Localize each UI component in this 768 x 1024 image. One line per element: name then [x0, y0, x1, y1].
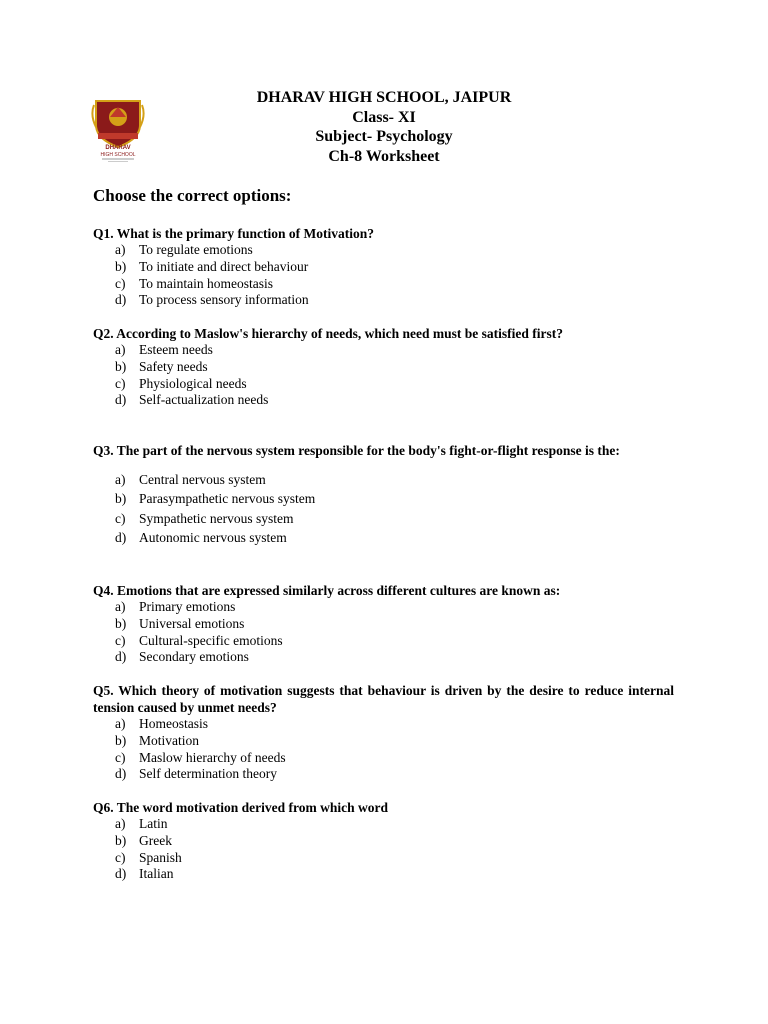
option-c [93, 850, 674, 867]
option-text: Homeostasis [139, 716, 208, 731]
option-d [93, 292, 674, 309]
option-text: Cultural-specific emotions [139, 632, 283, 648]
option-d [93, 528, 674, 547]
option-text: Autonomic nervous system [139, 529, 287, 545]
option-text: Parasympathetic nervous system [139, 491, 316, 507]
option-text: Physiological needs [139, 375, 247, 391]
question-6 [93, 799, 674, 883]
options-list [93, 470, 674, 547]
option-b [93, 259, 674, 276]
question-3 [93, 441, 674, 547]
option-letter: d) [115, 529, 127, 545]
option-letter: a) [115, 242, 126, 257]
option-d [93, 649, 674, 666]
option-d [93, 866, 674, 883]
option-text: Spanish [139, 849, 182, 865]
option-b [93, 833, 674, 850]
options-list [93, 242, 674, 309]
option-d [93, 392, 674, 409]
subject-label: Subject- Psychology [315, 128, 453, 145]
option-letter: b) [115, 615, 127, 631]
option-c [93, 633, 674, 650]
worksheet-title: Ch-8 Worksheet [328, 147, 440, 165]
option-b [93, 489, 674, 508]
option-letter: c) [115, 749, 126, 765]
option-b [93, 359, 674, 376]
option-letter: d) [115, 866, 127, 882]
option-letter: a) [115, 816, 126, 831]
options-list [93, 599, 674, 666]
question-2 [93, 325, 674, 409]
question-text: Q3. The part of the nervous system responsible for the body's fight-or-flight response is the: [93, 443, 620, 458]
option-c [93, 276, 674, 293]
question-1 [93, 225, 674, 309]
option-letter: b) [115, 358, 127, 374]
option-text: To regulate emotions [139, 242, 253, 257]
question-text: Q6. The word motivation derived from which word [93, 800, 388, 815]
option-letter: c) [115, 632, 126, 648]
option-text: Latin [139, 816, 168, 831]
document-header [0, 88, 768, 166]
options-list [93, 816, 674, 883]
question-text: Q4. Emotions that are expressed similarly across different cultures are known as: [93, 583, 561, 598]
option-a [93, 816, 674, 833]
school-name: DHARAV HIGH SCHOOL, JAIPUR [256, 89, 512, 106]
option-text: Self-actualization needs [139, 392, 269, 408]
option-text: Safety needs [139, 358, 208, 374]
option-a [93, 470, 674, 489]
option-text: Italian [139, 866, 174, 882]
options-list [93, 342, 674, 409]
option-letter: b) [115, 832, 127, 848]
option-text: To process sensory information [139, 292, 309, 308]
option-letter: c) [115, 375, 126, 391]
option-letter: d) [115, 649, 127, 665]
option-letter: d) [115, 292, 127, 308]
option-letter: c) [115, 275, 126, 291]
question-text: Q5. Which theory of motivation suggests that behaviour is driven by the desire to reduce internal tension caused by unmet needs? [93, 683, 674, 715]
option-letter: a) [115, 599, 126, 614]
option-letter: c) [115, 510, 126, 526]
option-text: Secondary emotions [139, 649, 249, 665]
option-text: Motivation [139, 732, 199, 748]
option-text: Universal emotions [139, 615, 245, 631]
question-text: Q1. What is the primary function of Motivation? [93, 226, 374, 241]
option-letter: b) [115, 258, 127, 274]
instruction-heading: Choose the correct options: [93, 186, 292, 205]
option-letter: a) [115, 716, 126, 731]
option-text: To maintain homeostasis [139, 275, 274, 291]
option-a [93, 716, 674, 733]
option-b [93, 733, 674, 750]
option-letter: d) [115, 392, 127, 408]
option-letter: a) [115, 472, 126, 487]
option-a [93, 342, 674, 359]
option-c [93, 509, 674, 528]
option-c [93, 750, 674, 767]
option-letter: c) [115, 849, 126, 865]
option-text: Self determination theory [139, 766, 277, 782]
option-text: Central nervous system [139, 472, 266, 487]
question-text: Q2. According to Maslow's hierarchy of needs, which need must be satisfied first? [93, 326, 563, 341]
option-a [93, 242, 674, 259]
question-5 [93, 682, 674, 783]
option-text: Esteem needs [139, 342, 213, 357]
option-text: Maslow hierarchy of needs [139, 749, 286, 765]
options-list [93, 716, 674, 783]
option-letter: a) [115, 342, 126, 357]
option-text: Greek [139, 832, 172, 848]
option-b [93, 616, 674, 633]
option-a [93, 599, 674, 616]
option-letter: b) [115, 732, 127, 748]
option-text: To initiate and direct behaviour [139, 258, 309, 274]
option-text: Primary emotions [139, 599, 236, 614]
logo-sub: HIGH SCHOOL [100, 152, 136, 158]
question-4 [93, 582, 674, 666]
class-label: Class- XI [352, 108, 416, 126]
option-text: Sympathetic nervous system [139, 510, 294, 526]
option-d [93, 766, 674, 783]
logo-name: DHARAV [105, 145, 131, 151]
option-letter: d) [115, 766, 127, 782]
option-c [93, 376, 674, 393]
option-letter: b) [115, 491, 127, 507]
